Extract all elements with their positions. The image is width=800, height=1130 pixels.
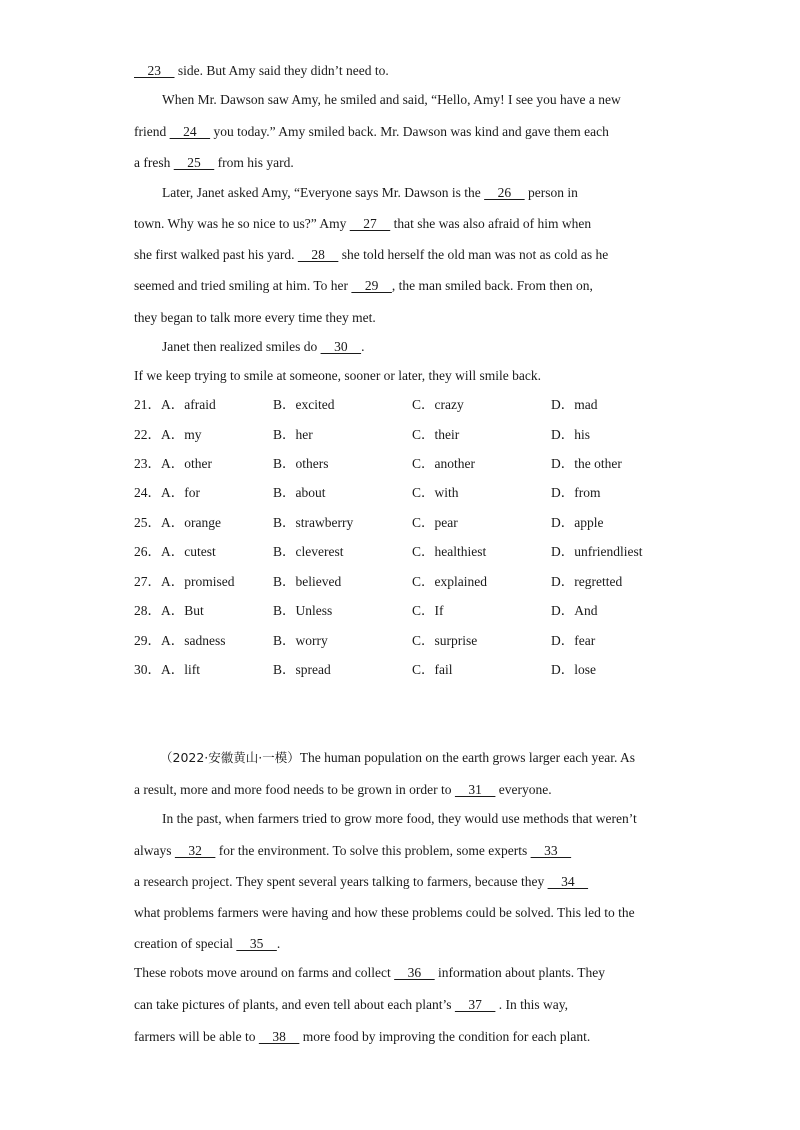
option-c[interactable]: C．pear <box>412 515 458 530</box>
option-b[interactable]: B．spread <box>273 662 331 677</box>
text: town. Why was he so nice to us?” Amy <box>134 216 350 231</box>
question-number: 29．A．sadness <box>134 633 226 648</box>
option-b[interactable]: B．excited <box>273 397 335 412</box>
blank-30[interactable]: 30 <box>320 339 362 354</box>
text: that she was also afraid of him when <box>390 216 592 231</box>
question-number: 25．A．orange <box>134 515 221 530</box>
blank-35[interactable]: 35 <box>236 936 277 951</box>
blank-27[interactable]: 27 <box>349 216 391 231</box>
option-b[interactable]: B．believed <box>273 574 342 589</box>
option-c[interactable]: C．If <box>412 603 444 618</box>
option-b[interactable]: B．about <box>273 485 326 500</box>
passage1-line-9 <box>134 309 674 327</box>
blank-37[interactable]: 37 <box>454 997 496 1012</box>
text: friend <box>134 124 170 139</box>
option-b[interactable]: B．her <box>273 427 313 442</box>
text: always <box>134 843 175 858</box>
passage1-line-5 <box>162 184 702 202</box>
option-c[interactable]: C．with <box>412 485 459 500</box>
text: Later, Janet asked Amy, “Everyone says Mr. Dawson is the <box>162 185 485 200</box>
option-row-30 <box>134 661 694 679</box>
passage2-line-5 <box>134 873 674 891</box>
question-number: 28．A．But <box>134 603 204 618</box>
option-c[interactable]: C．healthiest <box>412 544 487 559</box>
option-a[interactable]: A．other <box>161 456 212 471</box>
question-number: 21．A．afraid <box>134 397 216 412</box>
blank-23[interactable]: 23 <box>134 63 175 78</box>
blank-38[interactable]: 38 <box>258 1029 300 1044</box>
option-a[interactable]: A．But <box>161 603 204 618</box>
option-a[interactable]: A．orange <box>161 515 221 530</box>
text: a research project. They spent several years talking to farmers, because they <box>134 874 548 889</box>
passage2-line-2 <box>134 781 674 799</box>
question-number: 23．A．other <box>134 456 212 471</box>
blank-34[interactable]: 34 <box>547 874 589 889</box>
passage2-line-9 <box>134 996 674 1014</box>
option-row-23 <box>134 455 694 473</box>
option-row-22 <box>134 426 694 444</box>
text: she first walked past his yard. <box>134 247 298 262</box>
option-a[interactable]: A．my <box>161 427 202 442</box>
option-a[interactable]: A．lift <box>161 662 200 677</box>
question-number: 26．A．cutest <box>134 544 216 559</box>
option-row-26 <box>134 543 694 561</box>
option-c[interactable]: C．another <box>412 456 475 471</box>
option-d[interactable]: D．mad <box>551 397 598 412</box>
blank-36[interactable]: 36 <box>394 965 435 980</box>
text: a result, more and more food needs to be grown in order to <box>134 782 455 797</box>
passage1-line-1 <box>134 62 674 80</box>
option-row-27 <box>134 573 694 591</box>
option-row-28 <box>134 602 694 620</box>
passage2-line-3 <box>162 810 702 828</box>
option-b[interactable]: B．worry <box>273 633 328 648</box>
option-b[interactable]: B．others <box>273 456 329 471</box>
option-c[interactable]: C．their <box>412 427 460 442</box>
passage2-line-7 <box>134 935 674 953</box>
option-c[interactable]: C．crazy <box>412 397 464 412</box>
passage1-line-8 <box>134 277 674 295</box>
passage1-line-2 <box>162 91 702 109</box>
option-a[interactable]: A．afraid <box>161 397 216 412</box>
option-d[interactable]: D．from <box>551 485 601 500</box>
text: more food by improving the condition for each plant. <box>299 1029 591 1044</box>
option-row-25 <box>134 514 694 532</box>
option-a[interactable]: A．sadness <box>161 633 226 648</box>
text: can take pictures of plants, and even tell about each plant’s <box>134 997 455 1012</box>
passage1-line-10 <box>162 338 702 356</box>
option-b[interactable]: B．strawberry <box>273 515 354 530</box>
text: person in <box>524 185 578 200</box>
text: for the environment. To solve this problem, some experts <box>215 843 531 858</box>
text: , the man smiled back. From then on, <box>391 278 593 293</box>
text: creation of special <box>134 936 237 951</box>
option-row-24 <box>134 484 694 502</box>
text: side. But Amy said they didn’t need to. <box>174 63 389 78</box>
blank-28[interactable]: 28 <box>297 247 339 262</box>
text: . <box>276 936 281 951</box>
text: seemed and tried smiling at him. To her <box>134 278 352 293</box>
text: . <box>361 339 365 354</box>
option-a[interactable]: A．for <box>161 485 200 500</box>
option-d[interactable]: D．apple <box>551 515 604 530</box>
option-c[interactable]: C．surprise <box>412 633 478 648</box>
option-d[interactable]: D．fear <box>551 633 596 648</box>
passage1-line-11 <box>134 367 674 385</box>
passage2-line-10 <box>134 1028 674 1046</box>
option-d[interactable]: D．regretted <box>551 574 623 589</box>
option-d[interactable]: D．And <box>551 603 598 618</box>
option-row-21 <box>134 396 694 414</box>
text: The human population on the earth grows larger each year. As <box>299 750 636 765</box>
option-d[interactable]: D．the other <box>551 456 622 471</box>
option-c[interactable]: C．explained <box>412 574 487 589</box>
blank-29[interactable]: 29 <box>351 278 392 293</box>
text: what problems farmers were having and how these problems could be solved. This led to the <box>134 905 635 920</box>
passage2-line-6 <box>134 904 674 922</box>
question-number: 27．A．promised <box>134 574 235 589</box>
blank-33[interactable]: 33 <box>530 843 572 858</box>
question-number: 30．A．lift <box>134 662 200 677</box>
passage2-line-1 <box>160 749 700 767</box>
option-d[interactable]: D．lose <box>551 662 596 677</box>
passage1-line-7 <box>134 246 674 264</box>
text: These robots move around on farms and collect <box>134 965 395 980</box>
text: everyone. <box>495 782 552 797</box>
text: . In this way, <box>495 997 569 1012</box>
text: If we keep trying to smile at someone, sooner or later, they will smile back. <box>134 368 541 383</box>
option-a[interactable]: A．promised <box>161 574 235 589</box>
passage1-line-4 <box>134 154 674 172</box>
option-a[interactable]: A．cutest <box>161 544 216 559</box>
question-number: 24．A．for <box>134 485 200 500</box>
text: a fresh <box>134 155 174 170</box>
text: farmers will be able to <box>134 1029 259 1044</box>
option-c[interactable]: C．fail <box>412 662 453 677</box>
blank-32[interactable]: 32 <box>174 843 216 858</box>
question-number: 22．A．my <box>134 427 202 442</box>
blank-31[interactable]: 31 <box>454 782 496 797</box>
blank-25[interactable]: 25 <box>173 155 215 170</box>
blank-24[interactable]: 24 <box>169 124 211 139</box>
text: When Mr. Dawson saw Amy, he smiled and said, “Hello, Amy! I see you have a new <box>162 92 621 107</box>
option-row-29 <box>134 632 694 650</box>
option-d[interactable]: D．his <box>551 427 591 442</box>
text: from his yard. <box>214 155 294 170</box>
text: In the past, when farmers tried to grow more food, they would use methods that weren’t <box>162 811 637 826</box>
text: you today.” Amy smiled back. Mr. Dawson was kind and gave them each <box>210 124 609 139</box>
source-tag: （2022·安徽黄山·一模） <box>160 750 300 765</box>
option-b[interactable]: B．cleverest <box>273 544 344 559</box>
option-d[interactable]: D．unfriendliest <box>551 544 643 559</box>
text: Janet then realized smiles do <box>162 339 321 354</box>
passage1-line-6 <box>134 215 674 233</box>
text: information about plants. They <box>434 965 606 980</box>
passage2-line-4 <box>134 842 674 860</box>
text: she told herself the old man was not as cold as he <box>338 247 609 262</box>
blank-26[interactable]: 26 <box>484 185 525 200</box>
text: they began to talk more every time they met. <box>134 310 376 325</box>
passage2-line-8 <box>134 964 674 982</box>
option-b[interactable]: B．Unless <box>273 603 333 618</box>
passage1-line-3 <box>134 123 674 141</box>
